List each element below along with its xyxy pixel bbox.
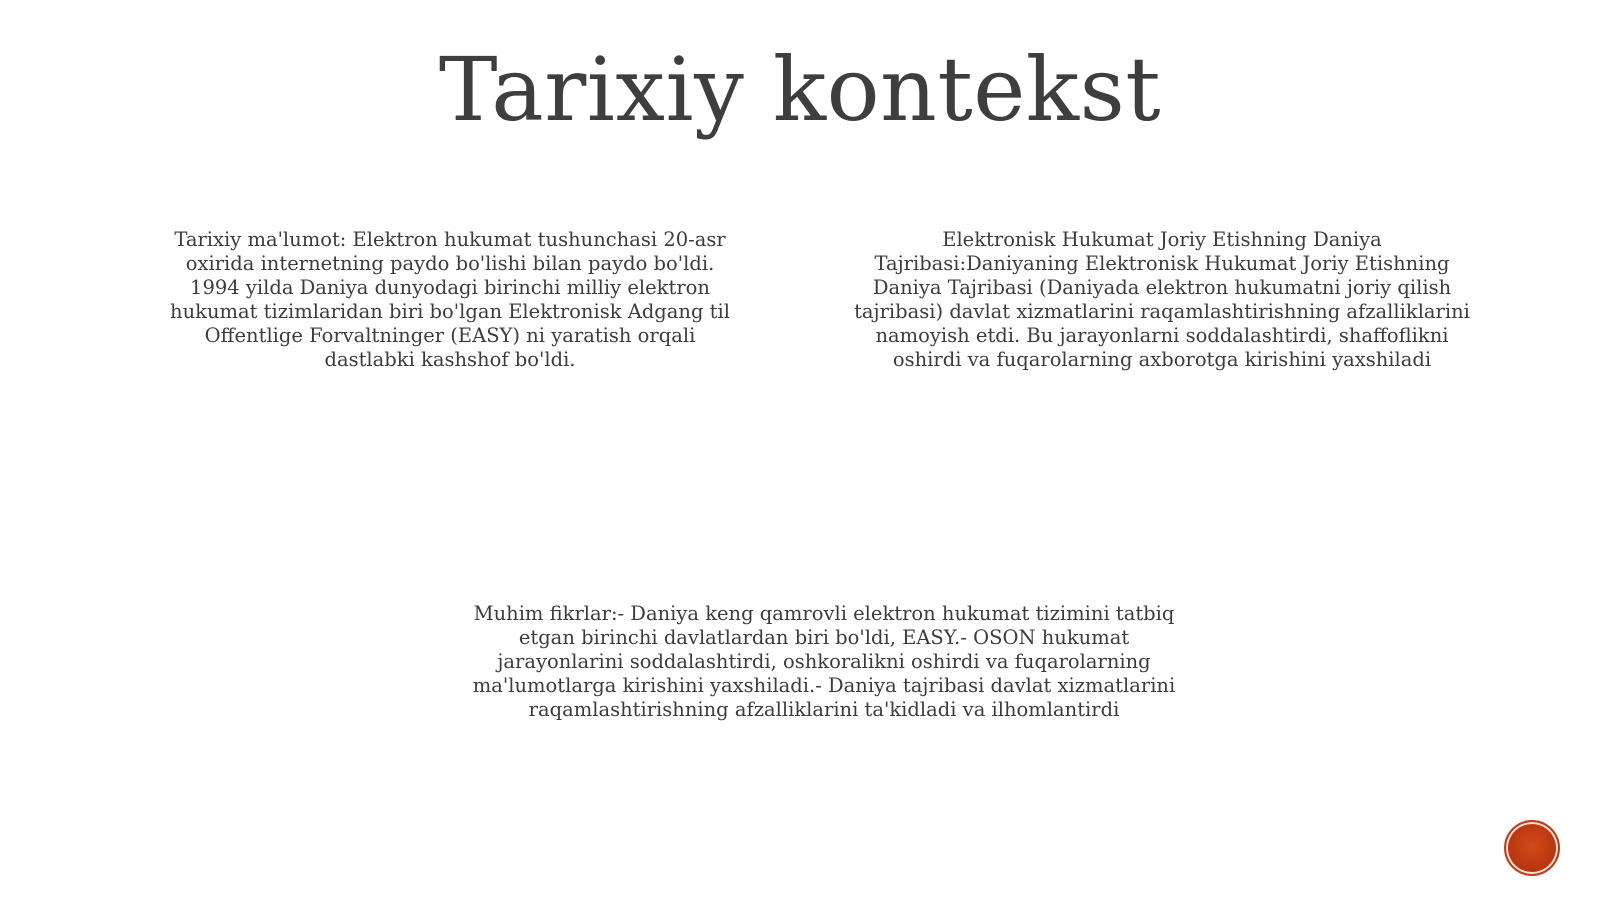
- slide-title: Tarixiy kontekst: [438, 38, 1162, 141]
- historical-info-text: Tarixiy ma'lumot: Elektron hukumat tushunchasi 20-asr oxirida internetning paydo bo'lishi bilan paydo bo'ldi. 1994 yilda Daniya dunyodagi birinchi milliy elektron hukumat tizimlaridan biri bo'lgan Elektronisk Adgang til Offentlige Forvaltninger (EASY) ni yaratish orqali dastlabki kashshof bo'ldi.: [170, 228, 730, 371]
- key-points-text: Muhim fikrlar:- Daniya keng qamrovli elektron hukumat tizimini tatbiq etgan birinchi davlatlardan biri bo'ldi, EASY.- OSON hukumat jarayonlarini soddalashtirdi, oshkoralikni oshirdi va fuqarolarning ma'lumotlarga kirishini yaxshiladi.- Daniya tajribasi davlat xizmatlarini raqamlashtirishning afzalliklarini ta'kidladi va ilhomlantirdi: [472, 602, 1176, 721]
- record-button[interactable]: [1504, 820, 1560, 876]
- denmark-experience-text: Elektronisk Hukumat Joriy Etishning Daniya Tajribasi:Daniyaning Elektronisk Hukumat Joriy Etishning Daniya Tajribasi (Daniyada elektron hukumatni joriy qilish tajribasi) davlat xizmatlarini raqamlashtirishning afzalliklarini namoyish etdi. Bu jarayonlarni soddalashtirdi, shaffoflikni oshirdi va fuqarolarning axborotga kirishini yaxshiladi: [854, 228, 1470, 371]
